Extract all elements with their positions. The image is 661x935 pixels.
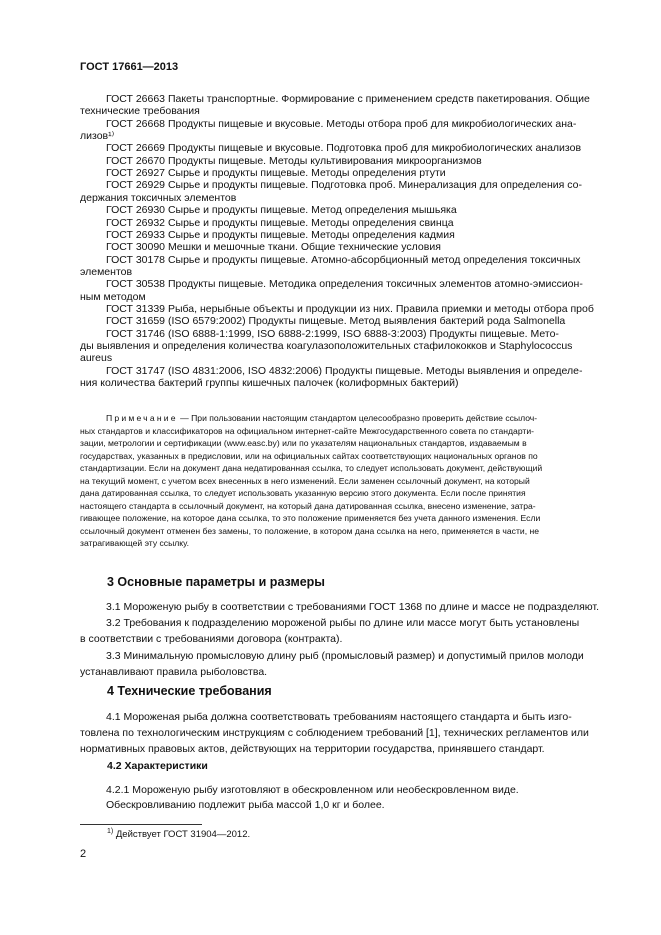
section-3-line: 3.1 Мороженую рыбу в соответствии с требованиями ГОСТ 1368 по длине и массе не подразделяют. (106, 601, 599, 613)
reference-line: ГОСТ 31659 (ISO 6579:2002) Продукты пищевые. Метод выявления бактерий рода Salmonella (106, 315, 566, 328)
reference-line: лизов¹⁾ (80, 130, 115, 143)
reference-line: ГОСТ 31747 (ISO 4831:2006, ISO 4832:2006) Продукты пищевые. Методы выявления и определе- (106, 364, 583, 377)
note-line: стандартизации. Если на документ дана недатированная ссылка, то следует использовать документ, действующий (80, 463, 543, 473)
reference-line: ГОСТ 26929 Сырье и продукты пищевые. Подготовка проб. Минерализация для определения со- (106, 179, 582, 192)
section-3-line: 3.3 Минимальную промысловую длину рыб (промысловый размер) и допустимый прилов молоди (106, 649, 584, 662)
reference-line: ГОСТ 26930 Сырье и продукты пищевые. Метод определения мышьяка (106, 204, 457, 217)
section-3-line: в соответствии с требованиями договора (контракта). (80, 633, 343, 646)
note-label: Примечание (106, 413, 178, 423)
section-4-line: товлена по технологическим инструкциям с соблюдением требований [1], технических регламентов или (80, 727, 589, 740)
note-line: ных стандартов и классификаторов на официальном интернет-сайте Межгосударственного совета по стандарти- (80, 425, 535, 436)
reference-line: ГОСТ 26927 Сырье и продукты пищевые. Методы определения ртути (106, 167, 446, 180)
reference-line: элементов (80, 265, 133, 278)
footnote-mark: 1) (107, 828, 114, 835)
reference-line: aureus (80, 352, 113, 365)
reference-line: ния количества бактерий группы кишечных палочек (колиформных бактерий) (80, 377, 459, 390)
page-number: 2 (80, 848, 87, 860)
section-4-line: 4.1 Мороженая рыба должна соответствовать требованиям настоящего стандарта и быть изго- (106, 711, 572, 723)
reference-line: ГОСТ 30538 Продукты пищевые. Методика определения токсичных элементов атомно-эмиссион- (106, 278, 583, 291)
note-text: — При пользовании настоящим стандартом целесообразно проверить действие ссылоч- (177, 413, 538, 423)
note-line: гивающее положение, на которое дана ссылка, то это положение применяется без учета данного изменения. Если (80, 513, 541, 523)
note-line: настоящего стандарта в ссылочный документ, на который дана датированная ссылка, внесено изменение, затра- (80, 500, 536, 511)
reference-line: технические требования (80, 105, 200, 118)
reference-line: ГОСТ 26933 Сырье и продукты пищевые. Методы определения кадмия (106, 228, 455, 241)
subsection-4-2-heading: 4.2 Характеристики (107, 760, 208, 772)
reference-line: ГОСТ 26669 Продукты пищевые и вкусовые. Подготовка проб для микробиологических анализов (106, 142, 582, 155)
subsection-4-2-line: 4.2.1 Мороженую рыбу изготовляют в обескровленном или необескровленном виде. (106, 784, 519, 796)
reference-line: ГОСТ 26670 Продукты пищевые. Методы культивирования микроорганизмов (106, 154, 482, 167)
reference-line: ГОСТ 30090 Мешки и мешочные ткани. Общие технические условия (106, 241, 441, 254)
note-line: дана датированная ссылка, то следует использовать указанную версию этого документа. Если после принятия (80, 488, 526, 498)
note-line: на текущий момент, с учетом всех внесенных в него изменений. Если заменен ссылочный документ, на который (80, 475, 530, 486)
note-line: ссылочный документ отменен без замены, то положение, в котором дана ссылка на него, применяется в части, не (80, 525, 540, 536)
section-3-line: 3.2 Требования к подразделению мороженой рыбы по длине или массе могут быть установлены (106, 617, 580, 630)
reference-line: ГОСТ 26932 Сырье и продукты пищевые. Методы определения свинца (106, 216, 454, 229)
note-line: затрагивающей эту ссылку. (80, 538, 189, 548)
reference-line: ды выявления и определения количества коагулазоположительных стафилококков и Staphylococcus (80, 340, 573, 352)
document-header: ГОСТ 17661—2013 (80, 61, 179, 73)
reference-line: ГОСТ 31339 Рыба, нерыбные объекты и продукции из них. Правила приемки и методы отбора проб (106, 302, 594, 315)
section-3-heading: 3 Основные параметры и размеры (107, 575, 325, 589)
footnote (107, 828, 250, 840)
reference-line: ГОСТ 30178 Сырье и продукты пищевые. Атомно-абсорбционный метод определения токсичных (106, 253, 581, 266)
reference-line: ным методом (80, 290, 146, 303)
section-3-line: устанавливают правила рыболовства. (80, 665, 268, 678)
section-4-heading: 4 Технические требования (107, 684, 272, 698)
reference-line: ГОСТ 31746 (ISO 6888-1:1999, ISO 6888-2:1999, ISO 6888-3:2003) Продукты пищевые. Мето- (106, 327, 559, 340)
subsection-4-2-line: Обескровливанию подлежит рыба массой 1,0 кг и более. (106, 799, 385, 811)
note-line: зации, метрологии и сертификации (www.easc.by) или по указателям национальных стандартов, издаваемым в (80, 438, 527, 448)
reference-line: держания токсичных элементов (80, 191, 237, 204)
note-line: государствах, указанных в предисловии, или на официальных сайтах соответствующих национальных органов по (80, 450, 538, 461)
footnote-rule (80, 824, 202, 825)
footnote-text: Действует ГОСТ 31904—2012. (115, 829, 251, 841)
section-4-line: нормативных правовых актов, действующих на территории государства, принявшего стандарт. (80, 743, 545, 756)
note-first-line (106, 413, 537, 423)
reference-line: ГОСТ 26668 Продукты пищевые и вкусовые. Методы отбора проб для микробиологических ана- (106, 117, 577, 130)
reference-line: ГОСТ 26663 Пакеты транспортные. Формирование с применением средств пакетирования. Общие (106, 93, 590, 105)
